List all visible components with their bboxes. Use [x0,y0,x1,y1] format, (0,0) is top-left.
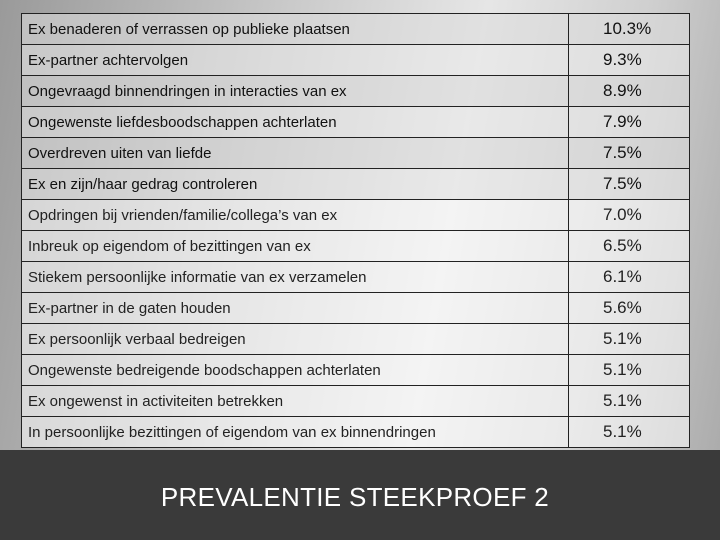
row-label: Ongewenste bedreigende boodschappen achterlaten [22,355,569,386]
row-label: Ex ongewenst in activiteiten betrekken [22,386,569,417]
prevalence-table [21,13,690,448]
row-label: Inbreuk op eigendom of bezittingen van ex [22,231,569,262]
row-value: 9.3% [569,45,690,76]
row-value: 8.9% [569,76,690,107]
table-row [22,107,690,138]
table-row [22,386,690,417]
slide-title [0,482,720,513]
table-row [22,14,690,45]
row-label: Ex en zijn/haar gedrag controleren [22,169,569,200]
slide-title-text: PREVALENTIE STEEKPROEF 2 [160,482,550,512]
row-value: 5.1% [569,355,690,386]
row-value: 10.3% [569,14,690,45]
row-label: Stiekem persoonlijke informatie van ex verzamelen [22,262,569,293]
row-label: Opdringen bij vrienden/familie/collega’s van ex [22,200,569,231]
table-row [22,293,690,324]
table-row [22,355,690,386]
row-value: 6.5% [569,231,690,262]
table-row [22,262,690,293]
row-label: In persoonlijke bezittingen of eigendom van ex binnendringen [22,417,569,448]
row-label: Ongewenste liefdesboodschappen achterlaten [22,107,569,138]
row-label: Ongevraagd binnendringen in interacties van ex [22,76,569,107]
table-row [22,169,690,200]
row-value: 7.9% [569,107,690,138]
table-row [22,76,690,107]
table-row [22,45,690,76]
row-value: 5.1% [569,324,690,355]
table-row [22,417,690,448]
table-row [22,138,690,169]
row-value: 5.6% [569,293,690,324]
row-value: 7.5% [569,169,690,200]
table-row [22,324,690,355]
row-value: 7.0% [569,200,690,231]
row-label: Overdreven uiten van liefde [22,138,569,169]
row-label: Ex persoonlijk verbaal bedreigen [22,324,569,355]
row-value: 6.1% [569,262,690,293]
row-label: Ex benaderen of verrassen op publieke plaatsen [22,14,569,45]
row-label: Ex-partner in de gaten houden [22,293,569,324]
row-value: 7.5% [569,138,690,169]
row-value: 5.1% [569,417,690,448]
row-value: 5.1% [569,386,690,417]
row-label: Ex-partner achtervolgen [22,45,569,76]
table-row [22,231,690,262]
table-row [22,200,690,231]
